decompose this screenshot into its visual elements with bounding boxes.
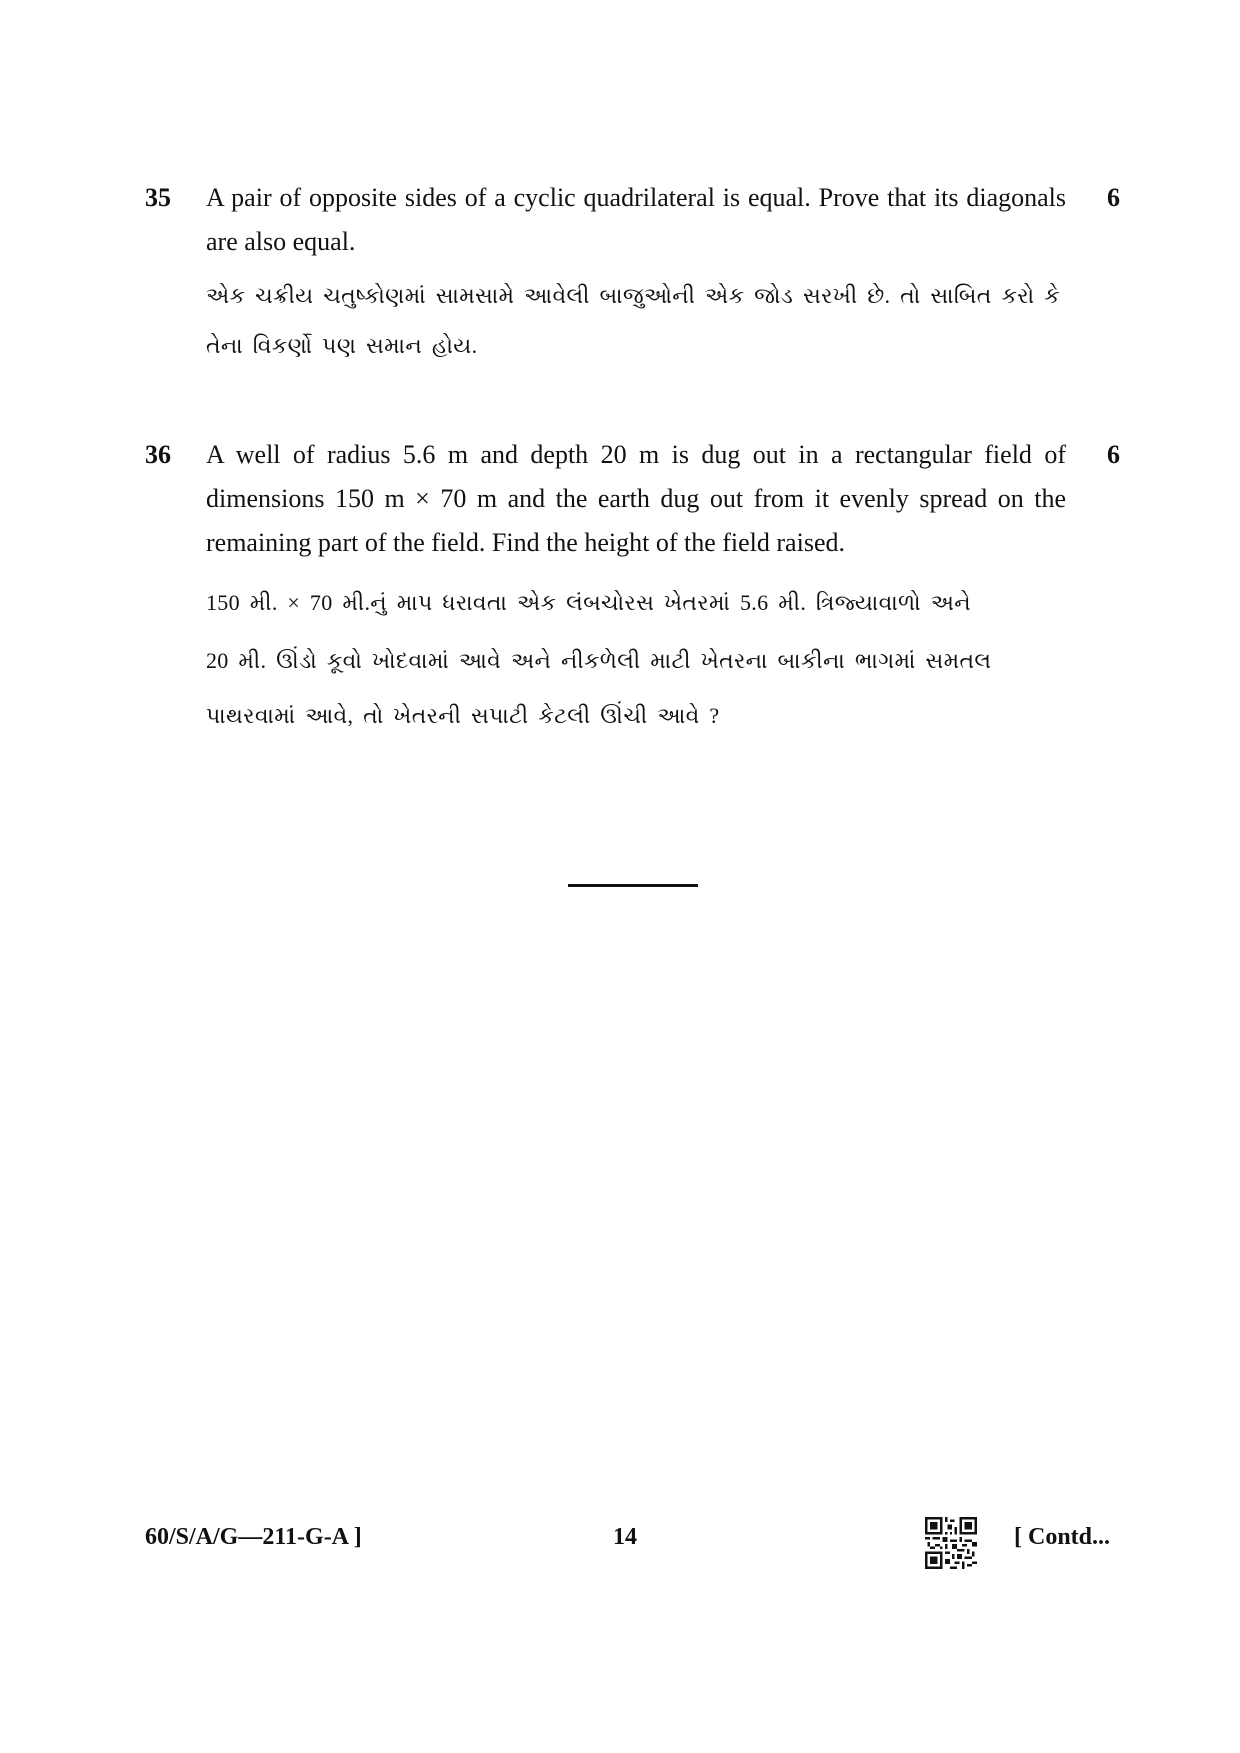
question-text-english: A well of radius 5.6 m and depth 20 m is dug out in a rectangular field of dimensions 150 m × 70 m and the earth dug out from it evenly spread on the remaining part of the field. Find the height of the field raised. — [206, 440, 1066, 557]
question-text-gujarati-line-1: 150 મી. × 70 મી.નું માપ ધરાવતા એક લંબચોરસ ખેતરમાં 5.6 મી. ત્રિજ્યાવાળો અને — [206, 590, 971, 615]
question-36 — [145, 440, 1120, 740]
question-35 — [145, 183, 1120, 363]
question-text-gujarati-line-3: પાથરવામાં આવે, તો ખેતરની સપાટી કેટલી ઊંચી આવે ? — [206, 703, 720, 728]
question-number: 35 — [145, 183, 171, 212]
question-text-english: A pair of opposite sides of a cyclic quadrilateral is equal. Prove that its diagonals are also equal. — [206, 183, 1066, 256]
qr-code-icon — [925, 1517, 977, 1569]
page-number: 14 — [613, 1524, 637, 1550]
question-text-gujarati-line-2: 20 મી. ઊંડો કૂવો ખોદવામાં આવે અને નીકળેલી માટી ખેતરના બાકીના ભાગમાં સમતલ — [206, 648, 992, 673]
question-number: 36 — [145, 440, 171, 469]
end-divider — [568, 884, 698, 887]
question-text-gujarati-line-1: એક ચક્રીય ચતુષ્કોણમાં સામસામે આવેલી બાજુઓની એક જોડ સરખી છે. તો સાબિત કરો કે — [206, 283, 1061, 308]
question-marks: 6 — [1107, 440, 1120, 469]
paper-code: 60/S/A/G—211-G-A ] — [145, 1524, 362, 1550]
continued-label: [ Contd... — [1014, 1524, 1111, 1550]
question-marks: 6 — [1107, 183, 1120, 212]
question-text-gujarati-line-2: તેના વિકર્ણો પણ સમાન હોય. — [206, 333, 478, 358]
